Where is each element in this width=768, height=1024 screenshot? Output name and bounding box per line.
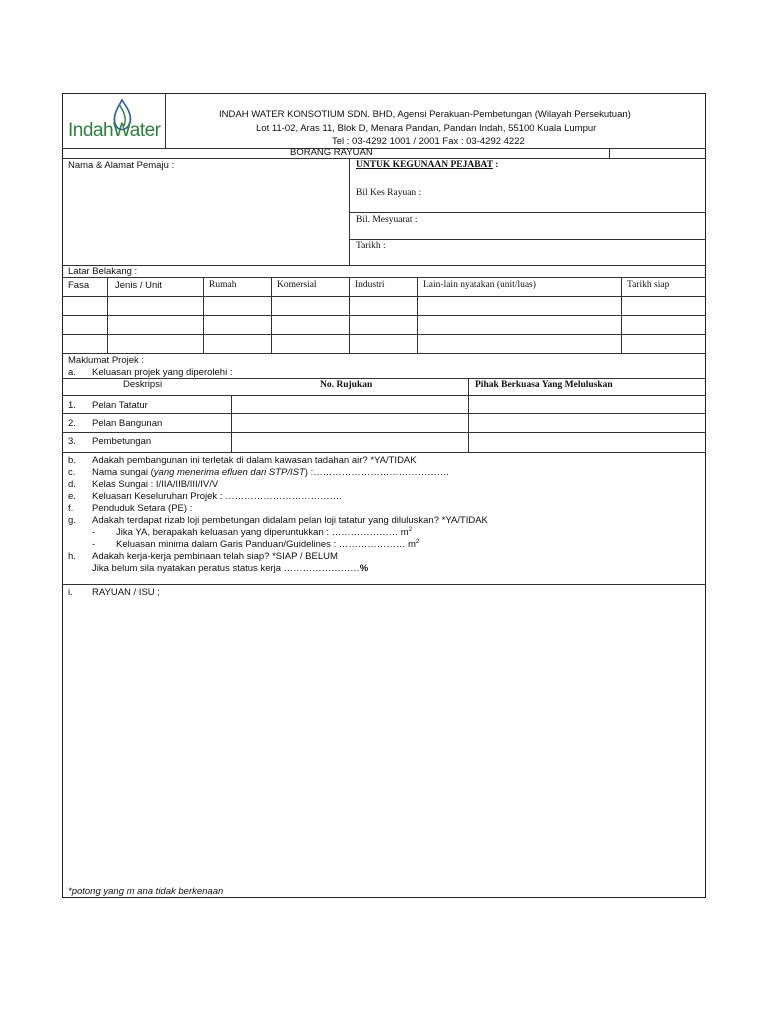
row-2-num: 2. xyxy=(68,418,76,429)
q-b-letter: b. xyxy=(68,455,76,466)
background-label: Latar Belakang : xyxy=(68,266,138,277)
col-fasa: Fasa xyxy=(68,280,90,291)
address-line: Lot 11-02, Aras 11, Blok D, Menara Pandan, Pandan Indah, 55100 Kuala Lumpur xyxy=(256,123,597,134)
col-rumah: Rumah xyxy=(209,280,237,290)
row-1-num: 1. xyxy=(68,400,76,411)
header-pihak-berkuasa: Pihak Berkuasa Yang Meluluskan xyxy=(475,380,613,390)
contact-line: Tel : 03-4292 1001 / 2001 Fax : 03-4292 4222 xyxy=(332,136,525,147)
row-3-num: 3. xyxy=(68,436,76,447)
col-tarikh-siap: Tarikh siap xyxy=(627,280,670,290)
row-1-desc: Pelan Tatatur xyxy=(92,400,148,411)
project-label: Maklumat Projek : xyxy=(68,355,145,366)
company-line: INDAH WATER KONSOTIUM SDN. BHD, Agensi Perakuan-Pembetungan (Wilayah Persekutuan) xyxy=(219,109,631,120)
q-h-text: Adakah kerja-kerja pembinaan telah siap? *SIAP / BELUM xyxy=(92,551,338,562)
item-a-text: Keluasan projek yang diperolehi : xyxy=(92,367,233,378)
header-deskripsi: Deskripsi xyxy=(123,379,163,390)
col-lain-lain: Lain-lain nyatakan (unit/luas) xyxy=(423,280,536,290)
row-3-desc: Pembetungan xyxy=(92,436,152,447)
q-g2-dash: - xyxy=(92,539,96,550)
logo-text: IndahWater xyxy=(68,120,161,141)
item-a-letter: a. xyxy=(68,367,76,378)
office-title: UNTUK KEGUNAAN PEJABAT : xyxy=(356,160,499,170)
col-industri: Industri xyxy=(355,280,385,290)
row-2-desc: Pelan Bangunan xyxy=(92,418,163,429)
q-g-letter: g. xyxy=(68,515,76,526)
form-title: BORANG RAYUAN xyxy=(290,147,373,158)
col-komersial: Komersial xyxy=(277,280,317,290)
footer-note: *potong yang m ana tidak berkenaan xyxy=(68,886,224,897)
q-h2-text: Jika belum sila nyatakan peratus status kerja ……………………% xyxy=(92,563,369,574)
q-e-letter: e. xyxy=(68,491,76,502)
appeal-label: RAYUAN / ISU ; xyxy=(92,587,160,598)
logo xyxy=(64,96,164,148)
q-c-letter: c. xyxy=(68,467,76,478)
q-d-text: Kelas Sungai : I/IIA/IIB/III/IV/V xyxy=(92,479,219,490)
q-d-letter: d. xyxy=(68,479,76,490)
q-b-text: Adakah pembangunan ini terletak di dalam kawasan tadahan air? *YA/TIDAK xyxy=(92,455,417,466)
appeal-letter: i. xyxy=(68,587,73,598)
applicant-name-label: Nama & Alamat Pemaju : xyxy=(68,160,175,171)
q-f-text: Penduduk Setara (PE) : xyxy=(92,503,193,514)
q-g1-text: Jika YA, berapakah keluasan yang diperuntukkan : ………………… $m^2$ xyxy=(116,526,413,538)
q-e-text: Keluasan Keseluruhan Projek : ………………………………. xyxy=(92,491,342,502)
q-g2-text: Keluasan minima dalam Garis Panduan/Guidelines : ………………… $m^2$ xyxy=(116,538,420,550)
date-label: Tarikh : xyxy=(356,241,386,251)
col-jenis-unit: Jenis / Unit xyxy=(115,280,162,291)
q-f-letter: f. xyxy=(68,503,74,514)
q-g-text: Adakah terdapat rizab loji pembetungan didalam pelan loji tatatur yang diluluskan? *YA/TIDAK xyxy=(92,515,488,526)
header-no-rujukan: No. Rujukan xyxy=(320,380,373,390)
q-h-letter: h. xyxy=(68,551,76,562)
meeting-no-label: Bil. Mesyuarat : xyxy=(356,215,418,225)
appeal-text-area[interactable] xyxy=(64,600,704,882)
q-c-text: Nama sungai (yang menerima efluen dari STP/IST) :……………………………………. xyxy=(92,467,449,478)
q-g1-dash: - xyxy=(92,527,96,538)
case-no-label: Bil Kes Rayuan : xyxy=(356,188,422,198)
